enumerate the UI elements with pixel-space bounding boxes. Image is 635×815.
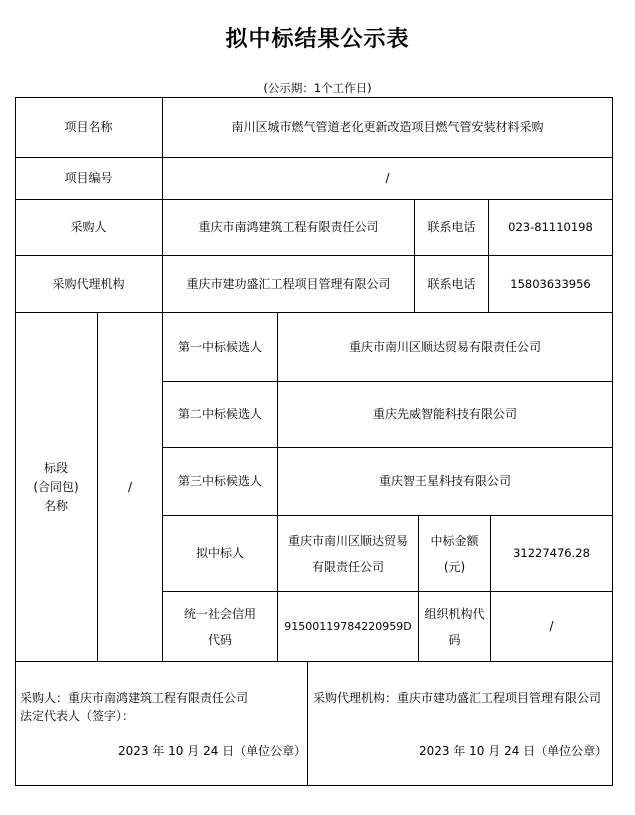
candidate-1-label: 第一中标候选人 [177, 339, 262, 354]
winner-value [278, 516, 418, 591]
org-code-label-line2: 码 [448, 632, 461, 647]
org-code-value: / [549, 619, 554, 633]
amount-label-line2: (元) [443, 559, 466, 574]
agency-phone-label: 联系电话 [427, 276, 476, 291]
credit-code-value: 91500119784220959D [284, 620, 412, 633]
amount-value: 31227476.28 [513, 546, 590, 560]
project-no-label: 项目编号 [64, 171, 113, 185]
purchaser-label: 采购人 [70, 220, 107, 234]
signature-purchaser: 采购人：重庆市南鸿建筑工程有限责任公司 [20, 691, 249, 705]
publicity-period: (公示期：1个工作日) [263, 81, 372, 95]
lot-label-line2: (合同包) [33, 479, 79, 494]
project-no-value: / [385, 171, 390, 185]
purchaser-phone-label: 联系电话 [427, 220, 476, 234]
lot-label-line3: 名称 [43, 498, 68, 513]
lot-label [15, 313, 97, 661]
winner-label: 拟中标人 [195, 546, 244, 560]
project-name-value: 南川区城市燃气管道老化更新改造项目燃气管安装材料采购 [231, 119, 544, 134]
lot-label-line1: 标段 [43, 460, 68, 475]
signature-agency: 采购代理机构：重庆市建功盛汇工程项目管理有限公司 [313, 691, 602, 705]
candidate-3-value: 重庆智王星科技有限公司 [378, 474, 511, 488]
credit-code-label [163, 592, 277, 661]
credit-code-label-line1: 统一社会信用 [183, 606, 256, 621]
org-code-label [419, 592, 490, 661]
candidate-2-value: 重庆先威智能科技有限公司 [372, 407, 517, 421]
project-name-label: 项目名称 [64, 119, 113, 134]
amount-label [419, 516, 490, 591]
signature-right-date: 2023 年 10 月 24 日（单位公章） [419, 744, 608, 758]
signature-left-date: 2023 年 10 月 24 日（单位公章） [118, 744, 307, 758]
purchaser-phone-value: 023-81110198 [508, 220, 593, 234]
candidate-1-value: 重庆市南川区顺达贸易有限责任公司 [348, 339, 541, 354]
winner-value-line1: 重庆市南川区顺达贸易 [287, 533, 408, 548]
candidate-2-label: 第二中标候选人 [177, 407, 262, 421]
signature-legal-rep: 法定代表人（签字）： [20, 709, 135, 723]
lot-value: / [127, 479, 133, 494]
candidate-3-label: 第三中标候选人 [177, 474, 262, 488]
credit-code-label-line2: 代码 [207, 632, 232, 647]
winner-value-line2: 有限责任公司 [311, 559, 384, 574]
amount-label-line1: 中标金额 [430, 533, 479, 548]
agency-value: 重庆市建功盛汇工程项目管理有限公司 [186, 276, 391, 291]
purchaser-value: 重庆市南鸿建筑工程有限责任公司 [198, 220, 379, 234]
org-code-label-line1: 组织机构代 [424, 606, 485, 621]
page-title: 拟中标结果公示表 [225, 27, 410, 52]
agency-phone-value: 15803633956 [510, 276, 591, 291]
agency-label: 采购代理机构 [52, 276, 125, 291]
